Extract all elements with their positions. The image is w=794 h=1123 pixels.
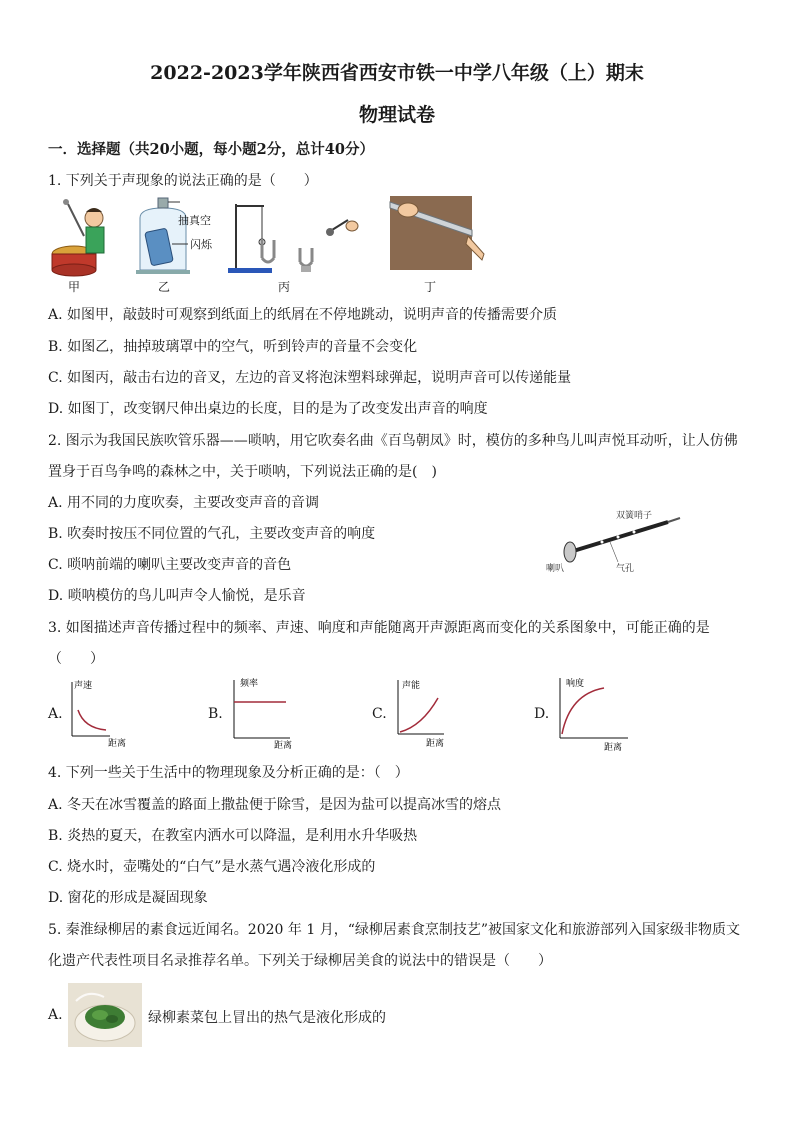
question-1-stem: 1. 下列关于声现象的说法正确的是（ ） [48, 173, 318, 189]
drum-illustration [52, 199, 104, 276]
graph-d-ylabel: 响度 [566, 679, 585, 689]
figure-yi-caption: 乙 [157, 280, 170, 294]
graph-a-option[interactable]: A. [48, 706, 63, 722]
hole-label: 气孔 [616, 564, 635, 574]
question-5-stem-line1: 5. 秦淮绿柳居的素食远近闻名。2020 年 1 月，“绿柳居素食烹制技艺”被国家文化和旅游部列入国家级非物质文 [48, 922, 741, 938]
graph-d-option[interactable]: D. [534, 706, 550, 722]
question-2-option-d[interactable]: D. 唢呐模仿的鸟儿叫声令人愉悦，是乐音 [48, 588, 306, 604]
graph-b-option[interactable]: B. [208, 706, 223, 722]
graph-b-ylabel: 频率 [240, 679, 259, 689]
question-2-stem-line1: 2. 图示为我国民族吹管乐器——唢呐，用它吹奏名曲《百鸟朝凤》时，模仿的多种鸟儿叫声悦耳动听，让人仿佛 [48, 433, 738, 449]
paper-title: 2022-2023学年陕西省西安市铁一中学八年级（上）期末 [150, 62, 644, 84]
question-4-option-d[interactable]: D. 窗花的形成是凝固现象 [48, 890, 208, 906]
question-3-stem-line1: 3. 如图描述声音传播过程中的频率、声速、响度和声能随离开声源距离而变化的关系图象中，可能正确的是 [48, 620, 710, 636]
graph-a-ylabel: 声速 [74, 681, 93, 691]
question-3-stem-line2: （ ） [48, 651, 104, 667]
vegetable-bun-photo [68, 983, 142, 1047]
question-4-stem: 4. 下列一些关于生活中的物理现象及分析正确的是：（ ） [48, 765, 409, 781]
bell-jar-illustration [136, 198, 190, 274]
tuning-fork-illustration [228, 204, 358, 273]
graph-d-xlabel: 距离 [604, 743, 623, 752]
question-4-option-b[interactable]: B. 炎热的夏天，在教室内洒水可以降温，是利用水升华吸热 [48, 828, 418, 844]
question-2-stem-line2: 置身于百鸟争鸣的森林之中，关于唢呐，下列说法正确的是( ) [48, 464, 437, 480]
graph-a-xlabel: 距离 [108, 739, 127, 749]
graph-b-xlabel: 距离 [274, 741, 293, 750]
paper-subtitle: 物理试卷 [358, 104, 435, 126]
ruler-table-illustration [390, 196, 484, 270]
graph-b [230, 674, 320, 750]
question-2-option-a[interactable]: A. 用不同的力度吹奏，主要改变声音的音调 [48, 495, 320, 511]
figure-jia-caption: 甲 [67, 280, 80, 294]
graph-c [392, 674, 472, 750]
section-heading: 一．选择题（共20小题，每小题2分，总计40分） [48, 141, 374, 158]
question-2-option-c[interactable]: C. 唢呐前端的喇叭主要改变声音的音色 [48, 557, 292, 573]
graph-c-ylabel: 声能 [402, 681, 421, 691]
question-1-option-b[interactable]: B. 如图乙，抽掉玻璃罩中的空气，听到铃声的音量不会变化 [48, 339, 418, 355]
question-5-stem-line2: 化遗产代表性项目名录推荐名单。下列关于绿柳居美食的说法中的错误是（ ） [48, 953, 552, 969]
figure-ding-caption: 丁 [423, 280, 436, 294]
question-1-option-a[interactable]: A. 如图甲，敲鼓时可观察到纸面上的纸屑在不停地跳动，说明声音的传播需要介质 [48, 307, 558, 323]
graph-d [556, 672, 640, 752]
question-4-option-c[interactable]: C. 烧水时，壶嘴处的“白气”是水蒸气遇冷液化形成的 [48, 859, 376, 875]
graph-c-option[interactable]: C. [372, 706, 387, 722]
pump-label: 抽真空 [178, 214, 211, 227]
question-5-option-a-label[interactable]: A. [48, 1007, 63, 1023]
figure-bing-caption: 丙 [277, 280, 290, 294]
reed-label: 双簧哨子 [616, 511, 653, 521]
graph-a [66, 674, 146, 750]
question-2-option-b[interactable]: B. 吹奏时按压不同位置的气孔，主要改变声音的响度 [48, 526, 376, 542]
horn-label: 喇叭 [546, 564, 565, 574]
question-1-option-c[interactable]: C. 如图丙，敲击右边的音叉，左边的音叉将泡沫塑料球弹起，说明声音可以传递能量 [48, 370, 572, 386]
graph-c-xlabel: 距离 [426, 739, 445, 749]
question-1-option-d[interactable]: D. 如图丁，改变钢尺伸出桌边的长度，目的是为了改变发出声音的响度 [48, 401, 488, 417]
question-4-option-a[interactable]: A. 冬天在冰雪覆盖的路面上撒盐便于除雪，是因为盐可以提高冰雪的熔点 [48, 797, 502, 813]
question-5-option-a-text[interactable]: 绿柳素菜包上冒出的热气是液化形成的 [148, 1010, 386, 1026]
flash-label: 闪烁 [190, 238, 212, 251]
